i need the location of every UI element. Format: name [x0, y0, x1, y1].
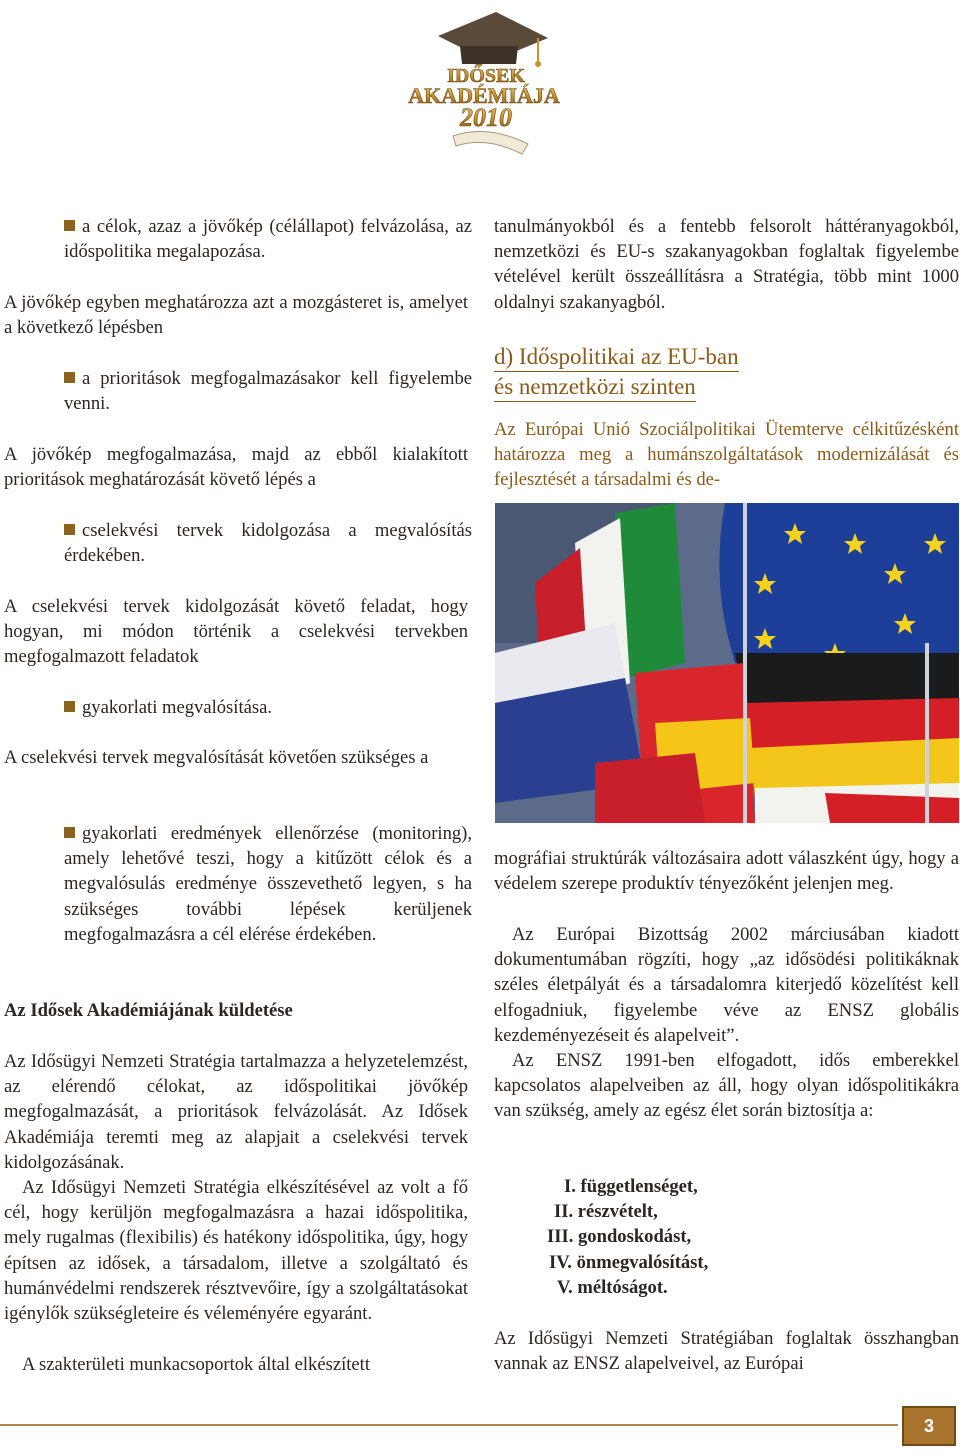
paragraph: A cselekvési tervek megvalósítását követően szükséges a	[4, 747, 429, 768]
paragraph: A jövőkép megfogalmazása, majd az ebből kialakított prioritások meghatározását követő lépés a	[4, 444, 468, 491]
bullet-square-icon	[64, 701, 75, 712]
un-principles-list	[494, 1174, 794, 1300]
right-paragraph-3: mográfiai struktúrák változásaira adott válaszként úgy, hogy a védelem szerepe produktív tényezőként jelenjen meg.	[494, 848, 959, 895]
list-item: III. gondoskodást,	[547, 1226, 692, 1248]
page-number: 3	[902, 1406, 956, 1446]
right-paragraph-2: Az Európai Unió Szociálpolitikai Ütemterve célkitűzésként határozza meg a humánszolgáltatások modernizálását és fejlesztését a társadalmi és de-	[494, 419, 959, 491]
list-item: I. függetlenséget,	[564, 1176, 698, 1197]
right-paragraph-6: Az Idősügyi Nemzeti Stratégiában foglaltak összhangban vannak az ENSZ alapelveivel, az Európai	[494, 1328, 959, 1375]
right-paragraph-4: Az Európai Bizottság 2002 márciusában kiadott dokumentumában rögzíti, hogy „az idősödési politikáknak széles életpályát és a társadalomra kiterjedő közelítést kell elfogadniuk, figyelembe véve az ENSZ globális kezdeményezéseit és alapelveit”.	[494, 924, 959, 1046]
bullet-square-icon	[64, 372, 75, 383]
paragraph: A szakterületi munkacsoportok által elkészített	[22, 1354, 371, 1375]
right-paragraph-1: tanulmányokból és a fentebb felsorolt háttéranyagokból, nemzetközi és EU-s szakanyagokban foglaltak figyelembe vételével került összeállításra a Stratégia, több mint 1000 oldalnyi szakanyagból.	[494, 216, 959, 313]
list-item: IV. önmegvalósítást,	[549, 1251, 709, 1273]
bullet-item: a prioritások megfogalmazásakor kell figyelembe venni.	[64, 368, 472, 415]
paragraph: A cselekvési tervek kidolgozását követő feladat, hogy hogyan, mi módon történik a cselekvési tervekben megfogalmazott feladatok	[4, 596, 468, 668]
section-title-line1: d) Időspolitikai az EU-ban	[494, 342, 739, 372]
bullet-square-icon	[64, 524, 75, 535]
idosek-akademiaja-logo	[398, 4, 568, 162]
bullet-square-icon	[64, 220, 75, 231]
section-title	[494, 342, 954, 402]
logo-year: 2010	[460, 103, 512, 132]
list-item: V. méltóságot.	[557, 1276, 668, 1298]
logo-line1: IDŐSEK	[447, 65, 525, 87]
bullet-item: cselekvési tervek kidolgozása a megvalósítás érdekében.	[64, 520, 472, 567]
bullet-square-icon	[64, 827, 75, 838]
bullet-item: a célok, azaz a jövőkép (célállapot) felvázolása, az időspolitika megalapozása.	[64, 216, 472, 263]
list-item: II. részvételt,	[554, 1201, 658, 1223]
section-heading: Az Idősek Akadémiájának küldetése	[4, 1000, 293, 1021]
paragraph: Az Idősügyi Nemzeti Stratégia elkészítésével az volt a fő cél, hogy kerüljön megfogalmazásra a hazai időspolitika, mely rugalmas (flexibilis) és hatékony időspolitika, úgy, hogy építsen az idősek, a társadalom, illetve a szolgáltató és humánvédelmi rendszerek résztvevőire, így a szolgáltatásokat igénylők szükségleteire és véleményére egyaránt.	[4, 1177, 468, 1325]
eu-flags-photo	[495, 503, 959, 823]
section-title-line2: és nemzetközi szinten	[494, 372, 696, 402]
flags-illustration	[495, 503, 959, 823]
bullet-item: gyakorlati eredmények ellenőrzése (monitoring), amely lehetővé teszi, hogy a kitűzött célok és a megvalósulás eredménye összevethető legyen, s ha szükséges további lépések kerüljenek megfogalmazásra a cél elérése érdekében.	[64, 823, 472, 945]
paragraph: A jövőkép egyben meghatározza azt a mozgásteret is, amelyet a következő lépésben	[4, 292, 468, 339]
bullet-item: gyakorlati megvalósítása.	[64, 695, 472, 720]
paragraph: Az Idősügyi Nemzeti Stratégia tartalmazza a helyzetelemzést, az elérendő célokat, az időspolitikai jövőkép megfogalmazását, a prioritások felvázolását. Az Idősek Akadémiája teremti meg az alapjait a cselekvési tervek kidolgozásának.	[4, 1051, 468, 1173]
footer-rule	[0, 1424, 898, 1426]
logo-line2: AKADÉMIÁJA	[408, 83, 560, 108]
right-paragraph-5: Az ENSZ 1991-ben elfogadott, idős emberekkel kapcsolatos alapelveiben az áll, hogy olyan időspolitikákra van szükség, amely az egész élet során biztosítja a:	[494, 1050, 959, 1122]
